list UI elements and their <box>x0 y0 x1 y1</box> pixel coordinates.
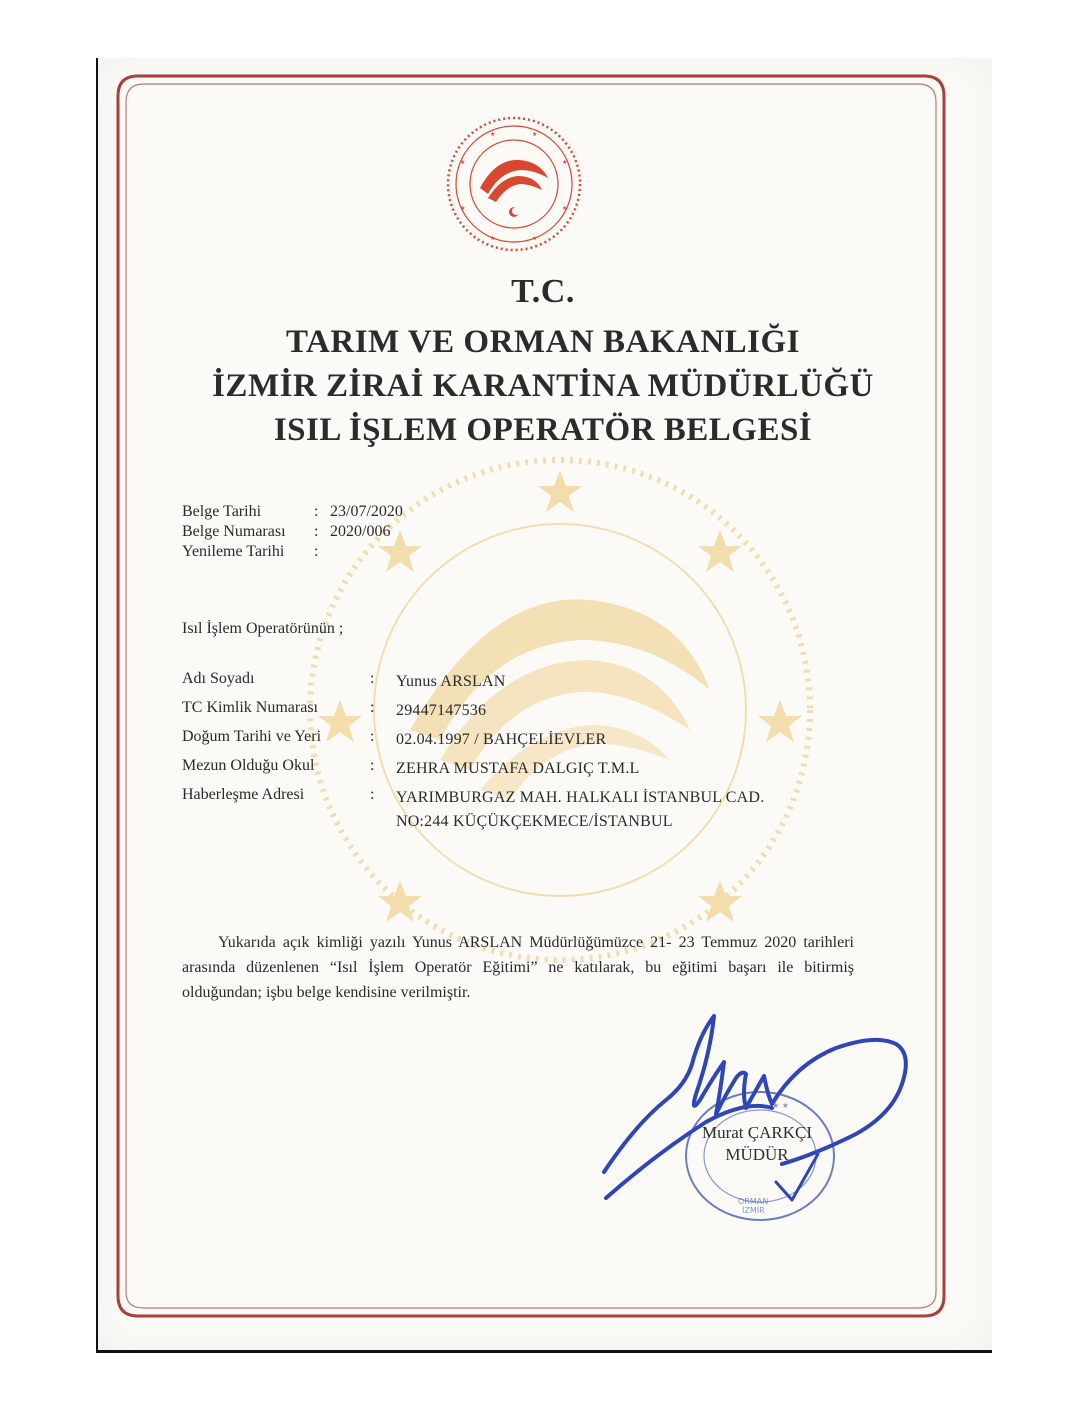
operator-fields <box>182 670 836 834</box>
meta-label: Belge Numarası <box>182 523 286 540</box>
meta-label: Belge Tarihi <box>182 503 262 520</box>
svg-text:★: ★ <box>532 235 538 242</box>
svg-text:★: ★ <box>532 131 538 138</box>
meta-label: Yenileme Tarihi <box>182 543 285 560</box>
svg-text:★: ★ <box>460 205 466 212</box>
address-line-1: YARIMBURGAZ MAH. HALKALI İSTANBUL CAD. <box>396 789 765 806</box>
heading-certificate-title: ISIL İŞLEM OPERATÖR BELGESİ <box>273 412 813 448</box>
field-value: 02.04.1997 / BAHÇELİEVLER <box>396 731 607 748</box>
heading-tc: T.C. <box>511 273 575 310</box>
ministry-emblem-icon <box>444 114 584 254</box>
handwritten-signature-icon <box>596 1004 916 1218</box>
svg-text:İZMİR: İZMİR <box>742 1206 765 1215</box>
meta-colon: : <box>314 503 319 520</box>
svg-text:★: ★ <box>562 159 568 166</box>
meta-colon: : <box>314 543 319 560</box>
meta-row <box>182 502 403 522</box>
meta-colon: : <box>314 523 319 540</box>
field-colon: : <box>370 699 375 716</box>
svg-text:ORMAN: ORMAN <box>738 1197 769 1206</box>
field-label: Mezun Olduğu Okul <box>182 757 315 774</box>
field-value: 29447147536 <box>396 702 487 719</box>
svg-text:★: ★ <box>562 205 568 212</box>
field-row <box>182 699 836 728</box>
field-label: Doğum Tarihi ve Yeri <box>182 728 322 745</box>
field-value: ZEHRA MUSTAFA DALGIÇ T.M.L <box>396 760 640 777</box>
meta-row <box>182 522 403 542</box>
meta-value: 2020/006 <box>330 523 391 540</box>
signatory-name: Murat ÇARKÇI <box>701 1123 813 1142</box>
heading-ministry: TARIM VE ORMAN BAKANLIĞI <box>285 324 801 360</box>
field-colon: : <box>370 728 375 745</box>
meta-row <box>182 542 403 562</box>
field-colon: : <box>370 786 375 803</box>
field-label: Haberleşme Adresi <box>182 786 305 803</box>
certificate-statement: Yukarıda açık kimliği yazılı Yunus ARSLAN Müdürlüğümüzce 21- 23 Temmuz 2020 tarihleri arasında düzenlenen “Isıl İşlem Operatör Eğitimi” ne katılarak, bu eğitimi başarı ile bitirmiş olduğundan; işbu belge kendisine verilmiştir. <box>182 934 854 1001</box>
field-colon: : <box>370 670 375 687</box>
address-line-2: NO:244 KÜÇÜKÇEKMECE/İSTANBUL <box>396 813 673 830</box>
field-colon: : <box>370 757 375 774</box>
field-row <box>182 670 836 699</box>
field-value-address <box>396 786 836 834</box>
signatory-title: MÜDÜR <box>725 1145 789 1164</box>
field-label: TC Kimlik Numarası <box>182 699 318 716</box>
svg-text:★ ★: ★ ★ <box>772 1101 789 1110</box>
field-label: Adı Soyadı <box>182 670 255 687</box>
document-meta <box>182 502 403 562</box>
field-value: Yunus ARSLAN <box>396 673 506 690</box>
meta-value: 23/07/2020 <box>330 503 403 520</box>
field-row <box>182 757 836 786</box>
field-row <box>182 786 836 834</box>
field-row <box>182 728 836 757</box>
svg-text:★: ★ <box>460 159 466 166</box>
svg-text:★: ★ <box>490 235 496 242</box>
operator-intro: Isıl İşlem Operatörünün ; <box>182 620 344 637</box>
svg-text:★: ★ <box>490 131 496 138</box>
heading-directorate: İZMİR ZİRAİ KARANTİNA MÜDÜRLÜĞÜ <box>212 368 874 404</box>
certificate-heading <box>96 272 990 452</box>
